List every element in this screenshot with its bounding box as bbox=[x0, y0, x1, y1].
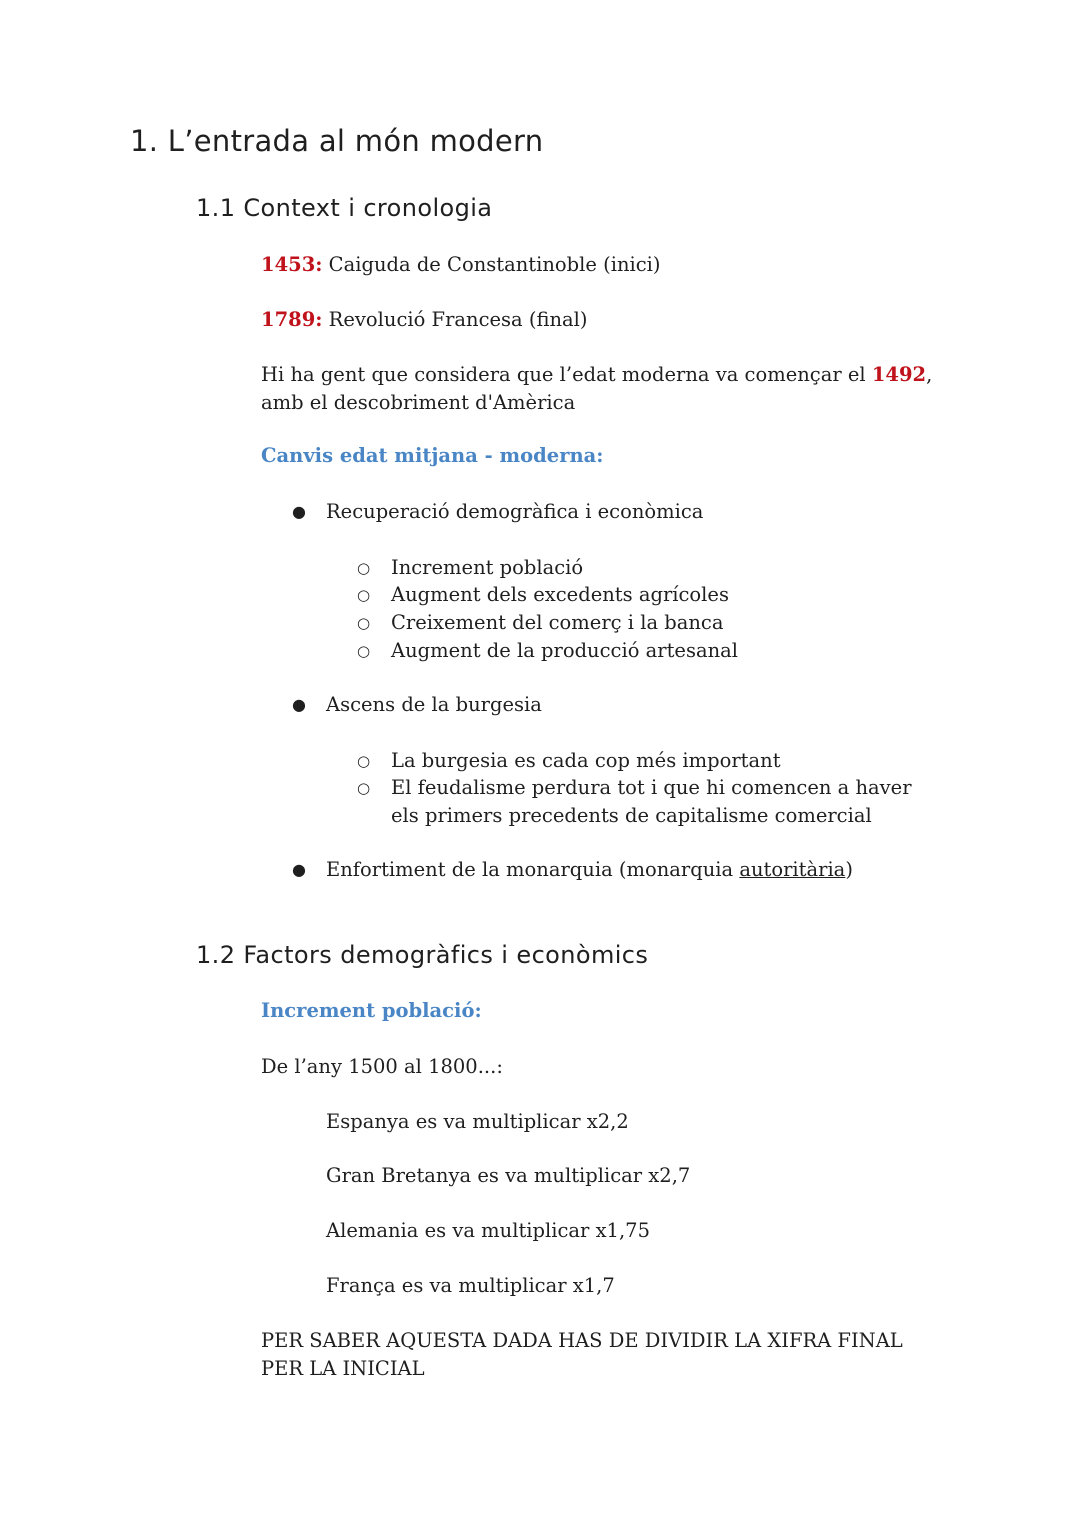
subsection-title-factors: 1.2 Factors demogràfics i econòmics bbox=[196, 941, 649, 969]
date-start-year: 1453: bbox=[261, 253, 323, 276]
bullet-item: Recuperació demogràfica i econòmica bbox=[326, 500, 704, 523]
sub-bullet-marker: ○ bbox=[357, 614, 371, 632]
sub-bullet-marker: ○ bbox=[357, 642, 371, 660]
sub-bullet-item: Creixement del comerç i la banca bbox=[391, 611, 724, 634]
sub-bullet-marker: ○ bbox=[357, 559, 371, 577]
sub-bullet-item: Augment dels excedents agrícoles bbox=[391, 583, 729, 606]
sub-bullet-item: Augment de la producció artesanal bbox=[391, 639, 739, 662]
alt-start-note-before: Hi ha gent que considera que l’edat moderna va començar el bbox=[261, 363, 872, 386]
country-growth-line: Gran Bretanya es va multiplicar x2,7 bbox=[326, 1164, 691, 1187]
subsection-title-context: 1.1 Context i cronologia bbox=[196, 194, 493, 222]
sub-bullet-marker: ○ bbox=[357, 586, 371, 604]
underlined-term: autoritària bbox=[739, 858, 846, 881]
bullet-item-text: Enfortiment de la monarquia (monarquia bbox=[326, 858, 740, 881]
sub-bullet-item: Increment població bbox=[391, 556, 584, 579]
alt-start-year: 1492 bbox=[871, 363, 927, 386]
date-start-line bbox=[261, 251, 661, 279]
sub-bullet-marker: ○ bbox=[357, 779, 371, 797]
date-end-year: 1789: bbox=[261, 308, 323, 331]
population-heading: Increment població: bbox=[261, 999, 482, 1022]
country-growth-line: Espanya es va multiplicar x2,2 bbox=[326, 1110, 629, 1133]
sub-bullet-marker: ○ bbox=[357, 752, 371, 770]
bullet-item-text-end: ) bbox=[845, 858, 853, 881]
country-growth-line: França es va multiplicar x1,7 bbox=[326, 1274, 615, 1297]
sub-bullet-item: El feudalisme perdura tot i que hi comencen a haver els primers precedents de capitalisme comercial bbox=[391, 776, 912, 827]
bullet-marker: ● bbox=[292, 502, 306, 521]
bullet-marker: ● bbox=[292, 860, 306, 879]
country-growth-line: Alemania es va multiplicar x1,75 bbox=[326, 1219, 650, 1242]
bullet-marker: ● bbox=[292, 695, 306, 714]
alt-start-note-after: , amb el descobriment d'Amèrica bbox=[261, 363, 933, 414]
bullet-item: Ascens de la burgesia bbox=[326, 693, 542, 716]
section-title: 1. L’entrada al món modern bbox=[130, 124, 544, 158]
alt-start-note bbox=[261, 361, 961, 417]
population-intro: De l’any 1500 al 1800...: bbox=[261, 1055, 503, 1078]
bullet-item bbox=[326, 856, 853, 884]
changes-heading: Canvis edat mitjana - moderna: bbox=[261, 444, 604, 467]
date-end-line bbox=[261, 306, 588, 334]
date-end-text: Revolució Francesa (final) bbox=[322, 308, 588, 331]
sub-bullet-item: La burgesia es cada cop més important bbox=[391, 749, 781, 772]
date-start-text: Caiguda de Constantinoble (inici) bbox=[322, 253, 661, 276]
calculation-note: PER SABER AQUESTA DADA HAS DE DIVIDIR LA XIFRA FINAL PER LA INICIAL bbox=[261, 1329, 903, 1380]
